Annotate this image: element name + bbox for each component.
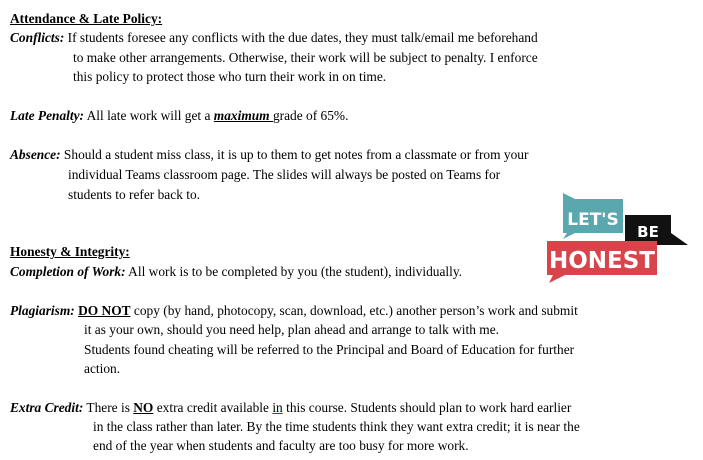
extra-credit-mid: extra credit available	[153, 400, 273, 415]
badge-graphic	[545, 193, 690, 283]
plagiarism-do-not: DO NOT	[78, 303, 131, 318]
plagiarism-text-1: copy (by hand, photocopy, scan, download, etc.) another person’s work and submit	[130, 303, 578, 318]
absence-line-3: students to refer back to.	[68, 187, 201, 202]
plagiarism-label: Plagiarism:	[10, 303, 75, 318]
honesty-heading: Honesty & Integrity:	[10, 244, 130, 259]
late-penalty-maximum: maximum	[213, 108, 273, 123]
badge-word-honest: HONEST	[548, 248, 656, 274]
late-penalty-pre: All late work will get a	[84, 108, 214, 123]
completion-line	[10, 263, 462, 281]
plagiarism-line-4: action.	[84, 361, 121, 376]
completion-text: All work is to be completed by you (the student), individually.	[125, 264, 463, 279]
plagiarism-line-3: Students found cheating will be referred to the Principal and Board of Education for further	[84, 342, 575, 357]
extra-credit-line-2: in the class rather than later. By the time students think they want extra credit; it is near the	[93, 419, 580, 434]
extra-credit-line-1	[10, 399, 571, 417]
absence-label: Absence:	[10, 147, 61, 162]
extra-credit-label: Extra Credit:	[10, 400, 84, 415]
extra-credit-post: this course. Students should plan to work hard earlier	[282, 400, 572, 415]
plagiarism-line-1	[10, 302, 578, 320]
lets-be-honest-badge	[545, 193, 690, 283]
attendance-heading: Attendance & Late Policy:	[10, 11, 163, 26]
conflicts-line-3: this policy to protect those who turn their work in on time.	[73, 69, 387, 84]
late-penalty-label: Late Penalty:	[10, 108, 84, 123]
extra-credit-line-3: end of the year when students and faculty are too busy for more work.	[93, 438, 469, 453]
absence-line-1	[10, 146, 528, 164]
conflicts-line-1	[10, 29, 538, 47]
absence-line-2: individual Teams classroom page. The slides will always be posted on Teams for	[68, 167, 501, 182]
extra-credit-pre: There is	[83, 400, 134, 415]
late-penalty-line	[10, 107, 348, 125]
conflicts-label: Conflicts:	[10, 30, 65, 45]
badge-word-be: BE	[637, 223, 659, 241]
extra-credit-in: in	[272, 400, 283, 415]
plagiarism-line-2: it as your own, should you need help, plan ahead and arrange to talk with me.	[84, 322, 499, 337]
extra-credit-no: NO	[133, 400, 154, 415]
late-penalty-post: grade of 65%.	[272, 108, 349, 123]
badge-teal-tail	[563, 193, 575, 199]
badge-word-lets: LET'S	[567, 210, 619, 230]
completion-label: Completion of Work:	[10, 264, 126, 279]
conflicts-line-2: to make other arrangements. Otherwise, their work will be subject to penalty. I enforce	[73, 50, 538, 65]
absence-text-1: Should a student miss class, it is up to them to get notes from a classmate or from your	[60, 147, 529, 162]
conflicts-text-1: If students foresee any conflicts with the due dates, they must talk/email me beforehand	[64, 30, 538, 45]
